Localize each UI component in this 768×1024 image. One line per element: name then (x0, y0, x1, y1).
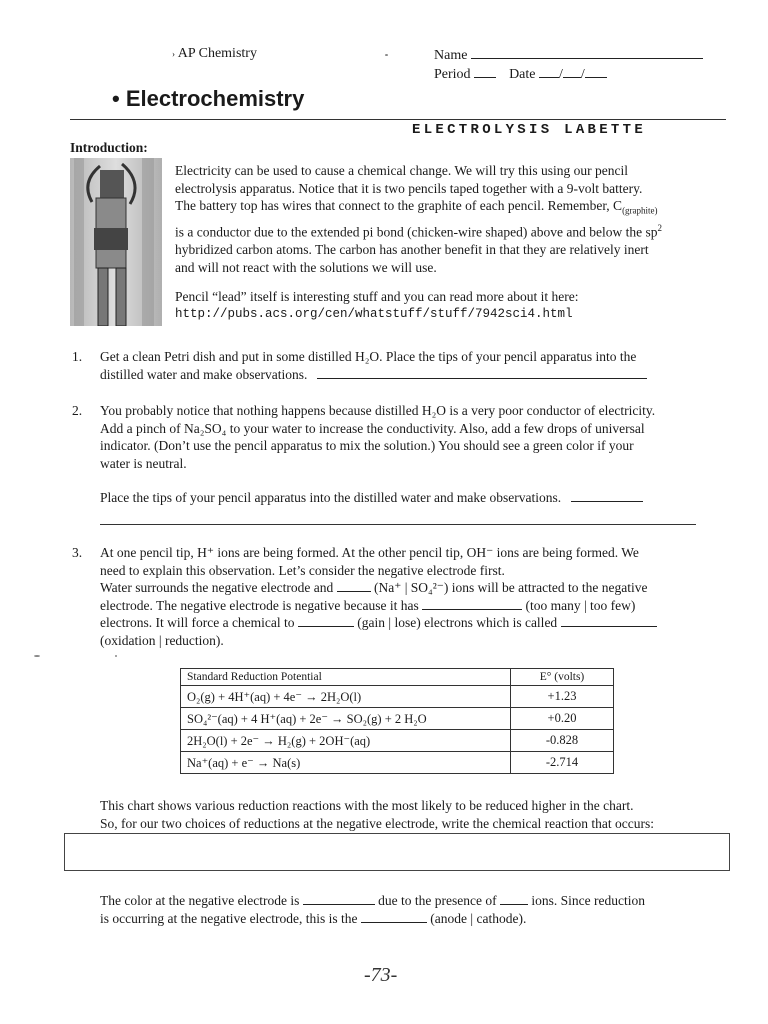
date-label: Date (509, 67, 536, 82)
intro-paragraph-2: Pencil “lead” itself is interesting stuff and you can read more about it here: http://pubs.acs.org/cen/whatstuff/stuff/7942sci4.html (175, 288, 579, 323)
reaction-cell: 2H₂O(l) + 2e⁻ → H₂(g) + 2OH⁻(aq) (181, 730, 511, 752)
table-row (181, 686, 614, 708)
period-label: Period (434, 67, 471, 82)
table-row (181, 730, 614, 752)
question-number: 3. (72, 545, 83, 560)
q2-observation-blank[interactable] (571, 501, 643, 502)
potential-cell: +1.23 (511, 686, 614, 708)
intro-line: The battery top has wires that connect to the graphite of each pencil. Remember, $C_{(graphite)}$ (175, 198, 658, 216)
question-number: 2. (72, 403, 83, 418)
final-paragraph: The color at the negative electrode is due to the presence of ions. Since reduction is occurring at the negative electrode, this is the (anode | cathode). (100, 893, 645, 926)
table-row (181, 752, 614, 774)
color-blank[interactable] (303, 904, 375, 905)
date-year-blank[interactable] (585, 77, 607, 78)
reaction-answer-box[interactable] (64, 833, 730, 871)
question-3: 3. At one pencil tip, H⁺ ions are being formed. At the other pencil tip, OH⁻ ions are being formed. We need to explain this observation. Let’s consider the negative electrode first. Water surrounds the negative electrode and (Na⁺ | SO₄²⁻) ions will be attracted to the negative electrode. The negative electrode is negative because it has (too many | too few) electrons. It will force a chemical to (gain | lose) electrons which is called (oxidation | reduction). (70, 544, 730, 649)
electrode-name-blank[interactable] (361, 922, 427, 923)
intro-heading: Introduction: (70, 140, 148, 155)
table-row (181, 708, 614, 730)
ion-choice-blank[interactable] (337, 591, 371, 592)
reduction-potential-table (180, 668, 614, 774)
intro-line: is a conductor due to the extended pi bond (chicken-wire shaped) above and below the $sp^2$ (175, 223, 662, 240)
course-label: › AP Chemistry (172, 46, 257, 61)
reaction-cell: SO₄²⁻(aq) + 4 H⁺(aq) + 2e⁻ → SO₂(g) + 2 H₂O (181, 708, 511, 730)
gain-lose-blank[interactable] (298, 626, 354, 627)
date-day-blank[interactable] (563, 77, 581, 78)
reference-url[interactable]: http://pubs.acs.org/cen/whatstuff/stuff/7942sci4.html (175, 306, 573, 321)
labette-title: ELECTROLYSIS LABETTE (412, 122, 647, 138)
intro-line: and will not react with the solutions we will use. (175, 259, 437, 275)
electron-amount-blank[interactable] (422, 609, 522, 610)
graphite-subscript: (graphite) (622, 205, 658, 216)
potential-cell: -0.828 (511, 730, 614, 752)
potential-cell: -2.714 (511, 752, 614, 774)
intro-line: hybridized carbon atoms. The carbon has another benefit in that they are relatively inert (175, 242, 649, 258)
question-number: 1. (72, 349, 83, 364)
period-blank[interactable] (474, 77, 496, 78)
title-bullet-icon: • (112, 86, 120, 111)
pencil-apparatus-photo (70, 158, 162, 326)
potential-cell: +0.20 (511, 708, 614, 730)
header-rule (70, 119, 726, 120)
page-title: • Electrochemistry (112, 86, 305, 111)
table-header-row (181, 669, 614, 686)
date-month-blank[interactable] (539, 77, 559, 78)
process-name-blank[interactable] (561, 626, 657, 627)
intro-paragraph-1 (175, 162, 727, 276)
question-2: 2. You probably notice that nothing happens because distilled H₂O is a very poor conductor of electricity. Add a pinch of Na₂SO₄ to your water to increase the conductivity. Also, add a few drops of universal indicator. (Don’t use the pencil apparatus to mix the solution.) You should see a green color if your water is neutral. Place the tips of your pencil apparatus into the distilled water and make observations. (72, 403, 656, 505)
q1-observation-blank[interactable] (317, 378, 647, 379)
name-label: Name (434, 48, 468, 63)
reaction-cell: Na⁺(aq) + e⁻ → Na(s) (181, 752, 511, 774)
name-field (434, 48, 703, 64)
sp2-superscript: 2 (657, 223, 662, 234)
intro-line: Electricity can be used to cause a chemical change. We will try this using our pencil (175, 163, 629, 178)
reaction-cell: O₂(g) + 4H⁺(aq) + 4e⁻ → 2H₂O(l) (181, 686, 511, 708)
page-number: -73- (364, 964, 398, 986)
scan-speck (115, 655, 117, 657)
table-header-cell: Standard Reduction Potential (181, 669, 511, 686)
scan-speck (385, 54, 388, 56)
ion-presence-blank[interactable] (500, 904, 528, 905)
bullet-icon: › (172, 48, 175, 59)
question-1: 1. Get a clean Petri dish and put in some distilled H₂O. Place the tips of your pencil apparatus into the distilled water and make observations. (70, 348, 730, 383)
name-blank[interactable] (471, 58, 703, 59)
period-date-field: Period Date / / (434, 67, 607, 83)
table-header-cell: E° (volts) (511, 669, 614, 686)
chart-note: This chart shows various reduction reactions with the most likely to be reduced higher in the chart. So, for our two choices of reductions at the negative electrode, write the chemical reaction that occurs: (100, 798, 655, 831)
intro-line: electrolysis apparatus. Notice that it is two pencils taped together with a 9-volt battery. (175, 180, 643, 196)
q2-answer-line[interactable] (100, 524, 696, 525)
pencil-apparatus-image (70, 158, 162, 326)
scan-speck (34, 655, 40, 657)
